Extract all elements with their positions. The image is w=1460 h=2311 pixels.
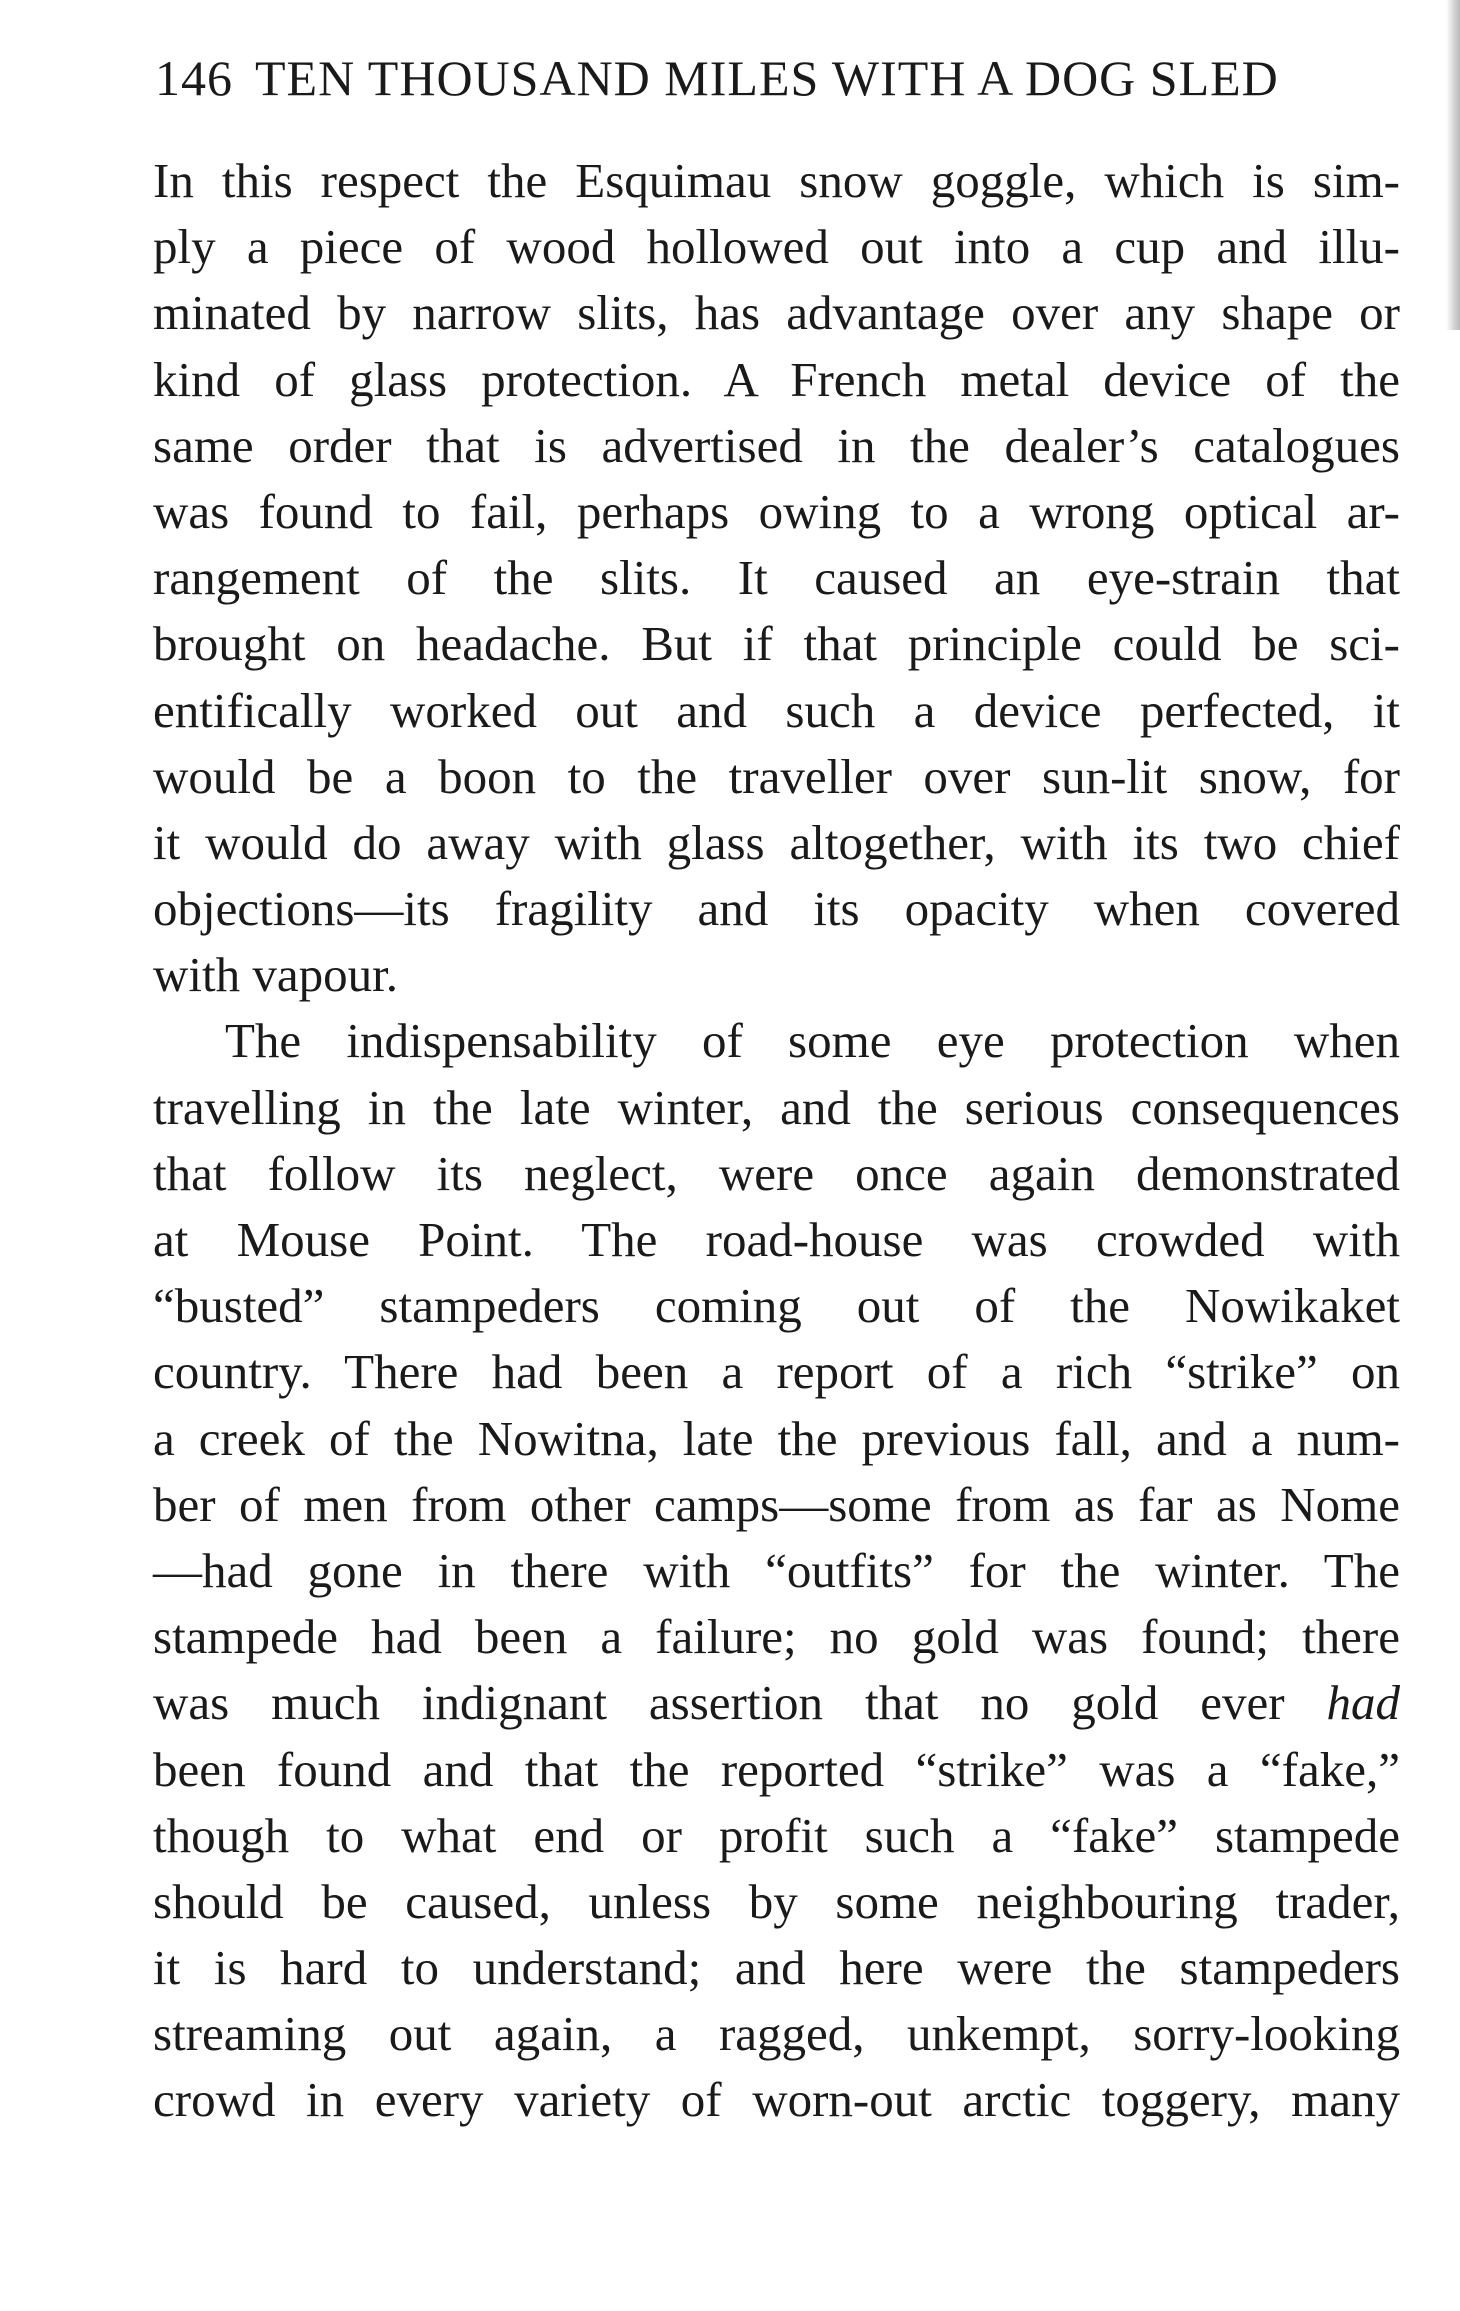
text-line: was found to fail, perhaps owing to a wrong optical ar-	[153, 483, 1400, 539]
text-line: been found and that the reported “strike” was a “fake,”	[153, 1741, 1400, 1797]
text-line: streaming out again, a ragged, unkempt, sorry-looking	[153, 2006, 1400, 2062]
text-line: that follow its neglect, were once again demonstrated	[153, 1145, 1400, 1201]
body-text	[153, 148, 1400, 2134]
running-title: TEN THOUSAND MILES WITH A DOG SLED	[255, 50, 1279, 106]
text-line: objections—its fragility and its opacity when covered	[153, 881, 1400, 937]
text-line: —had gone in there with “outfits” for the winter. The	[153, 1542, 1400, 1598]
italic-word: had	[1326, 1675, 1400, 1731]
running-header	[155, 48, 1405, 108]
text-line: at Mouse Point. The road-house was crowded with	[153, 1212, 1400, 1267]
text-line: stampede had been a failure; no gold was found; there	[153, 1609, 1400, 1665]
text-line: rangement of the slits. It caused an eye-strain that	[153, 550, 1400, 606]
text-line: kind of glass protection. A French metal device of the	[153, 351, 1400, 407]
paragraph-first-line: The indispensability of some eye protection when	[225, 1013, 1400, 1069]
text-line: same order that is advertised in the dealer’s catalogues	[153, 417, 1400, 473]
text-line: it is hard to understand; and here were the stampeders	[153, 1940, 1400, 1996]
text-line: brought on headache. But if that principle could be sci-	[153, 616, 1400, 672]
text-line: In this respect the Esquimau snow goggle, which is sim-	[153, 153, 1400, 208]
text-line-with-italic	[153, 1670, 1400, 1736]
text-line: “busted” stampeders coming out of the Nowikaket	[153, 1278, 1400, 1334]
text-line: should be caused, unless by some neighbouring trader,	[153, 1873, 1400, 1929]
text-line: travelling in the late winter, and the serious consequences	[153, 1079, 1400, 1135]
text-line: ber of men from other camps—some from as far as Nome	[153, 1476, 1400, 1532]
text-line: entifically worked out and such a device perfected, it	[153, 682, 1400, 738]
text-line: would be a boon to the traveller over sun-lit snow, for	[153, 748, 1400, 804]
page-number: 146	[155, 50, 233, 106]
text-line: it would do away with glass altogether, with its two chief	[153, 814, 1400, 870]
text-line: crowd in every variety of worn-out arctic toggery, many	[153, 2072, 1400, 2128]
text-line: minated by narrow slits, has advantage over any shape or	[153, 285, 1400, 341]
text-line: ply a piece of wood hollowed out into a cup and illu-	[153, 219, 1400, 275]
text-line: country. There had been a report of a rich “strike” on	[153, 1344, 1400, 1400]
text-segment: was much indignant assertion that no gold ever	[153, 1675, 1285, 1731]
text-line: though to what end or profit such a “fake” stampede	[153, 1807, 1400, 1863]
text-line: with vapour.	[153, 947, 398, 1003]
text-line: a creek of the Nowitna, late the previous fall, and a num-	[153, 1410, 1400, 1466]
page-edge-shadow	[1446, 0, 1460, 330]
